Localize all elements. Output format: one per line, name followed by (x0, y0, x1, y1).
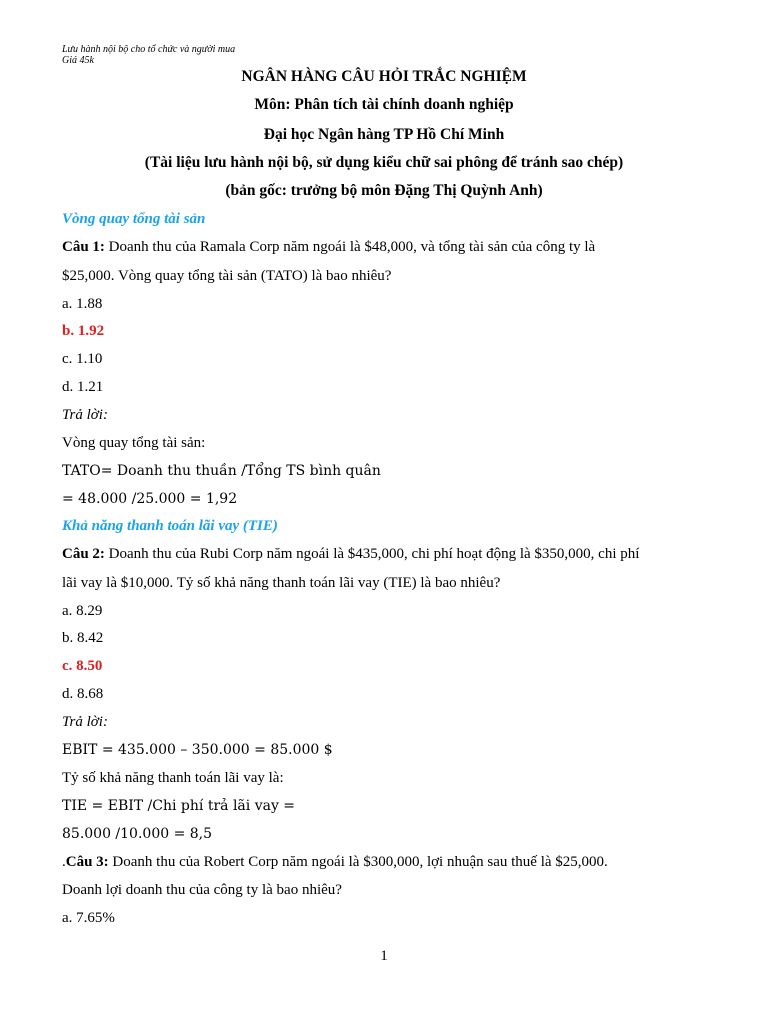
option-3a: a. 7.65% (62, 910, 115, 926)
question-2-label: Câu 2: (62, 546, 105, 562)
document-title: NGÂN HÀNG CÂU HỎI TRẮC NGHIỆM (241, 68, 527, 85)
answer-label-1: Trả lời: (62, 407, 108, 423)
option-2b: b. 8.42 (62, 630, 104, 646)
question-3-prefix: . (62, 854, 66, 870)
question-3-line-1 (62, 852, 608, 872)
question-1-text: Doanh thu của Ramala Corp năm ngoái là $48,000, và tổng tài sản của công ty là (104, 239, 596, 255)
university-title: Đại học Ngân hàng TP Hồ Chí Minh (263, 126, 505, 143)
option-1a: a. 1.88 (62, 296, 103, 312)
option-1c: c. 1.10 (62, 351, 103, 367)
explanation-1-formula: TATO= Doanh thu thuần /Tổng TS bình quân (62, 463, 381, 479)
explanation-2-ebit: EBIT = 435.000 – 350.000 = 85.000 $ (62, 742, 333, 758)
explanation-2-result: 85.000 /10.000 = 8,5 (62, 826, 213, 842)
section-heading-tie: Khả năng thanh toán lãi vay (TIE) (62, 518, 278, 534)
explanation-2-line-2: Tỷ số khả năng thanh toán lãi vay là: (62, 770, 284, 786)
option-2d: d. 8.68 (62, 686, 104, 702)
question-3-line-2: Doanh lợi doanh thu của công ty là bao nhiêu? (62, 882, 342, 898)
explanation-1-line-1: Vòng quay tổng tài sản: (62, 435, 206, 451)
question-1-line-2: $25,000. Vòng quay tổng tài sản (TATO) là bao nhiêu? (62, 268, 392, 284)
option-2a: a. 8.29 (62, 603, 103, 619)
question-2-line-1 (62, 544, 639, 564)
question-2-text: Doanh thu của Rubi Corp năm ngoái là $435,000, chi phí hoạt động là $350,000, chi phí (104, 546, 640, 562)
distribution-note: Lưu hành nội bộ cho tổ chức và người mua (62, 44, 236, 55)
option-1b-correct: b. 1.92 (62, 323, 105, 339)
question-2-line-2: lãi vay là $10,000. Tỷ số khả năng thanh toán lãi vay (TIE) là bao nhiêu? (62, 575, 501, 591)
notice-title: (Tài liệu lưu hành nội bộ, sử dụng kiểu chữ sai phông để tránh sao chép) (144, 154, 624, 171)
question-1-line-1 (62, 237, 595, 257)
option-2c-correct: c. 8.50 (62, 658, 103, 674)
question-1-label: Câu 1: (62, 239, 105, 255)
answer-label-2: Trả lời: (62, 714, 108, 730)
section-heading-tato: Vòng quay tổng tài sản (62, 211, 206, 227)
question-3-label: Câu 3: (65, 854, 109, 870)
price-note: Giá 45k (62, 55, 94, 66)
origin-title: (bản gốc: trưởng bộ môn Đặng Thị Quỳnh Anh) (225, 182, 543, 199)
explanation-2-formula: TIE = EBIT /Chi phí trả lãi vay = (62, 798, 296, 814)
subject-title: Môn: Phân tích tài chính doanh nghiệp (254, 96, 514, 113)
page-number: 1 (380, 948, 388, 964)
option-1d: d. 1.21 (62, 379, 104, 395)
question-3-text: Doanh thu của Robert Corp năm ngoái là $300,000, lợi nhuận sau thuế là $25,000. (108, 854, 608, 870)
explanation-1-result: = 48.000 /25.000 = 1,92 (62, 491, 238, 507)
